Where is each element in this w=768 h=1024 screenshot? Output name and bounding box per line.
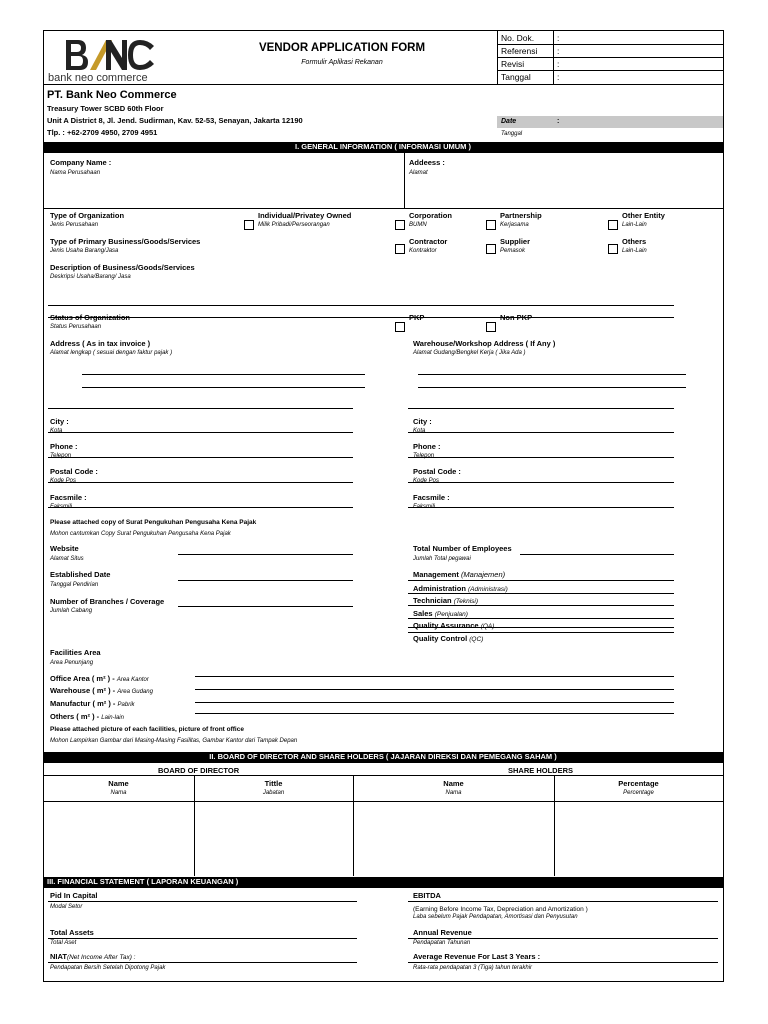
address-sub: Alamat <box>409 170 428 176</box>
office-area-label: Office Area ( m² ) - Area Kantor <box>50 674 149 683</box>
contractor-checkbox[interactable] <box>395 244 405 254</box>
total-assets-label: Total Assets <box>50 928 94 937</box>
wh-facsimile-input[interactable] <box>408 507 674 508</box>
postal-code-sub: Kode Pos <box>50 478 77 484</box>
doc-date-value[interactable]: : <box>557 72 560 82</box>
non-pkp-label: Non PKP <box>500 313 533 322</box>
partnership-checkbox[interactable] <box>486 220 496 230</box>
corporation-label: Corporation <box>409 211 452 220</box>
form-title: VENDOR APPLICATION FORM <box>258 42 426 54</box>
ebitda-input[interactable] <box>408 901 718 902</box>
director-title-header: Tittle <box>264 779 283 788</box>
section-1-header: I. GENERAL INFORMATION ( INFORMASI UMUM ) <box>43 142 723 153</box>
total-assets-sub: Total Aset <box>50 940 77 946</box>
description-sub: Deskripsi Usaha/Barang/ Jasa <box>50 274 131 280</box>
annual-revenue-input[interactable] <box>408 938 718 939</box>
revision-value[interactable]: : <box>557 59 560 69</box>
company-name: PT. Bank Neo Commerce <box>47 89 177 101</box>
avg-revenue-sub: Rata-rata pendapatan 3 (Tiga) tahun terakhir <box>413 965 533 971</box>
others-checkbox[interactable] <box>608 244 618 254</box>
administration-input[interactable] <box>408 593 674 594</box>
manufactur-area-label: Manufactur ( m² ) - Pabrik <box>50 699 135 708</box>
facility-note-sub: Mohon Lampirkan Gambar dari Masing-Masing Fasilitas, Gambar Kantor dari Tampak Depan <box>50 738 298 744</box>
quality-assurance-label: Quality Assurance (QA) <box>413 621 495 630</box>
others-label: Others <box>622 237 647 246</box>
director-title-cell[interactable] <box>195 802 352 875</box>
branches-input[interactable] <box>178 606 353 607</box>
partnership-label: Partnership <box>500 211 542 220</box>
niat-sub: Pendapatan Bersih Setelah Dipotong Pajak <box>50 965 166 971</box>
facsimile-sub: Faksmili <box>50 504 72 510</box>
description-label: Description of Business/Goods/Services <box>50 263 195 272</box>
employees-label: Total Number of Employees <box>413 544 512 553</box>
niat-label: NIAT(Net Income After Tax) : <box>50 952 136 961</box>
board-heading: BOARD OF DIRECTOR <box>158 766 240 775</box>
postal-code-input[interactable] <box>48 482 353 483</box>
others-sub: Lain-Lain <box>622 248 647 254</box>
company-name-sub: Nama Perusahaan <box>50 170 101 176</box>
niat-input[interactable] <box>48 962 357 963</box>
quality-control-input[interactable] <box>408 632 674 633</box>
wh-phone-label: Phone : <box>413 442 441 451</box>
individual-checkbox[interactable] <box>244 220 254 230</box>
corporation-sub: BUMN <box>409 222 427 228</box>
company-name-input[interactable] <box>48 178 402 206</box>
website-sub: Alamat Situs <box>50 556 84 562</box>
type-of-business-sub: Jenis Usaha Barang/Jasa <box>50 248 119 254</box>
pkp-note-sub: Mohon cantumkan Copy Surat Pengukuhan Pengusaha Kena Pajak <box>50 531 231 537</box>
pkp-checkbox[interactable] <box>395 322 405 332</box>
facility-note: Please attached picture of each facilities, picture of front office <box>50 726 244 733</box>
date-label: Date <box>501 118 517 125</box>
warehouse-area-label: Warehouse ( m² ) - Area Gudang <box>50 686 153 695</box>
address-label: Addeess : <box>409 158 445 167</box>
share-heading: SHARE HOLDERS <box>508 766 574 775</box>
facilities-sub: Area Penunjang <box>50 660 94 666</box>
shareholder-name-cell[interactable] <box>354 802 553 875</box>
doc-date-label: Tanggal <box>501 72 531 82</box>
pkp-note: Please attached copy of Surat Pengukuhan Pengusaha Kena Pajak <box>50 519 257 526</box>
pkp-label: PKP <box>409 313 425 322</box>
director-name-header: Name <box>108 779 129 788</box>
city-label: City : <box>50 417 69 426</box>
wh-postal-code-sub: Kode Pos <box>413 478 440 484</box>
wh-city-label: City : <box>413 417 432 426</box>
percentage-sub: Percentage <box>623 790 654 796</box>
avg-revenue-input[interactable] <box>408 962 718 963</box>
percentage-header: Percentage <box>618 779 659 788</box>
date-colon: : <box>557 118 560 125</box>
individual-label: Individual/Privatey Owned <box>258 211 352 220</box>
branches-sub: Jumlah Cabang <box>50 608 93 614</box>
other-entity-label: Other Entity <box>622 211 665 220</box>
reference-label: Referensi <box>501 46 538 56</box>
paid-in-input[interactable] <box>48 901 357 902</box>
form-subtitle: Formulir Aplikasi Rekanan <box>301 59 383 66</box>
avg-revenue-label: Average Revenue For Last 3 Years : <box>413 952 541 961</box>
percentage-cell[interactable] <box>555 802 722 875</box>
ebitda-note-sub: Laba sebelum Pajak Pendapatan, Amortisasi dan Penyusutan <box>413 914 578 920</box>
non-pkp-checkbox[interactable] <box>486 322 496 332</box>
wh-phone-input[interactable] <box>408 457 674 458</box>
postal-code-label: Postal Code : <box>50 467 98 476</box>
type-of-business-label: Type of Primary Business/Goods/Services <box>50 237 201 246</box>
total-assets-input[interactable] <box>48 938 357 939</box>
annual-revenue-label: Annual Revenue <box>413 928 472 937</box>
paid-in-label: Pid In Capital <box>50 891 98 900</box>
section-3-header: III. FINANCIAL STATEMENT ( LAPORAN KEUANGAN ) <box>43 877 723 888</box>
others-area-input[interactable] <box>195 713 674 714</box>
quality-control-label: Quality Control (QC) <box>413 634 484 643</box>
date-field[interactable] <box>497 116 723 128</box>
date-sub: Tanggal <box>501 131 523 137</box>
doc-number-label: No. Dok. <box>501 33 535 43</box>
facilities-label: Facilities Area <box>50 648 101 657</box>
wh-facsimile-sub: Faksmili <box>413 504 435 510</box>
sales-input[interactable] <box>408 618 674 619</box>
ebitda-note: (Earning Before Income Tax, Depreciation and Amortization ) <box>413 906 588 913</box>
director-name-cell[interactable] <box>44 802 193 875</box>
facsimile-label: Facsmile : <box>50 493 87 502</box>
wh-city-input[interactable] <box>408 432 674 433</box>
individual-sub: Milik Pribadi/Perseorangan <box>258 222 330 228</box>
warehouse-address-sub: Alamat Gudang/Bengkel Kerja ( Jika Ada ) <box>413 350 526 356</box>
phone-line: Tlp. : +62-2709 4950, 2709 4951 <box>47 128 158 137</box>
supplier-checkbox[interactable] <box>486 244 496 254</box>
established-input[interactable] <box>178 580 353 581</box>
ebitda-label: EBITDA <box>413 891 441 900</box>
management-input[interactable] <box>408 580 674 581</box>
partnership-sub: Kerjasama <box>500 222 529 228</box>
technician-label: Technician (Teknisi) <box>413 596 479 605</box>
doc-number-value[interactable]: : <box>557 33 560 43</box>
sales-label: Sales (Penjualan) <box>413 609 468 618</box>
wh-phone-sub: Telepon <box>413 453 435 459</box>
section-2-header: II. BOARD OF DIRECTOR AND SHARE HOLDERS ( JAJARAN DIREKSI DAN PEMEGANG SAHAM ) <box>43 752 723 763</box>
status-label: Status of Organization <box>50 313 131 322</box>
reference-value[interactable]: : <box>557 46 560 56</box>
annual-revenue-sub: Pendapatan Tahunan <box>413 940 471 946</box>
management-label: Management (Manajemen) <box>413 570 506 579</box>
address-input[interactable] <box>407 178 717 206</box>
established-sub: Tanggal Pendirian <box>50 582 99 588</box>
website-input[interactable] <box>178 554 353 555</box>
city-sub: Kota <box>50 428 63 434</box>
phone-sub: Telepon <box>50 453 72 459</box>
contractor-sub: Kontraktor <box>409 248 437 254</box>
wh-facsimile-label: Facsmile : <box>413 493 450 502</box>
phone-label: Phone : <box>50 442 78 451</box>
tax-address-sub: Alamat lengkap ( sesuai dengan faktur pajak ) <box>50 350 173 356</box>
address-line-1: Treasury Tower SCBD 60th Floor <box>47 104 164 113</box>
director-title-sub: Jabatan <box>262 790 285 796</box>
wh-city-sub: Kota <box>413 428 426 434</box>
status-sub: Status Perusahaan <box>50 324 102 330</box>
contractor-label: Contractor <box>409 237 448 246</box>
office-area-input[interactable] <box>195 676 674 677</box>
tax-address-label: Address ( As in tax invoice ) <box>50 339 151 348</box>
director-name-sub: Nama <box>110 790 127 796</box>
supplier-label: Supplier <box>500 237 531 246</box>
description-input[interactable] <box>48 282 678 304</box>
shareholder-name-header: Name <box>443 779 464 788</box>
employees-sub: Jumlah Total pegawai <box>413 556 471 562</box>
city-input[interactable] <box>48 432 353 433</box>
website-label: Website <box>50 544 79 553</box>
established-label: Established Date <box>50 570 111 579</box>
corporation-checkbox[interactable] <box>395 220 405 230</box>
wh-postal-code-input[interactable] <box>408 482 674 483</box>
employees-input[interactable] <box>520 554 674 555</box>
address-line-2: Unit A District 8, Jl. Jend. Sudirman, Kav. 52-53, Senayan, Jakarta 12190 <box>47 116 303 125</box>
manufactur-area-input[interactable] <box>195 702 674 703</box>
revision-label: Revisi <box>501 59 525 69</box>
wh-postal-code-label: Postal Code : <box>413 467 461 476</box>
logo-caption: bank neo commerce <box>48 72 148 84</box>
supplier-sub: Pemasok <box>500 248 526 254</box>
paid-in-sub: Modal Setor <box>50 904 83 910</box>
warehouse-address-input[interactable] <box>418 360 686 406</box>
company-name-label: Company Name : <box>50 158 112 167</box>
shareholder-name-sub: Nama <box>445 790 462 796</box>
type-of-org-sub: Jenis Perusahaan <box>50 222 99 228</box>
warehouse-area-input[interactable] <box>195 689 674 690</box>
facsimile-input[interactable] <box>48 507 353 508</box>
tax-address-input[interactable] <box>82 360 365 406</box>
type-of-org-label: Type of Organization <box>50 211 125 220</box>
warehouse-address-label: Warehouse/Workshop Address ( If Any ) <box>413 339 556 348</box>
others-area-label: Others ( m² ) - Lain-lain <box>50 712 124 721</box>
phone-input[interactable] <box>48 457 353 458</box>
branches-label: Number of Branches / Coverage <box>50 597 165 606</box>
quality-assurance-input[interactable] <box>408 627 674 628</box>
other-entity-sub: Lain-Lain <box>622 222 647 228</box>
administration-label: Administration (Administrasi) <box>413 584 508 593</box>
technician-input[interactable] <box>408 605 674 606</box>
other-entity-checkbox[interactable] <box>608 220 618 230</box>
